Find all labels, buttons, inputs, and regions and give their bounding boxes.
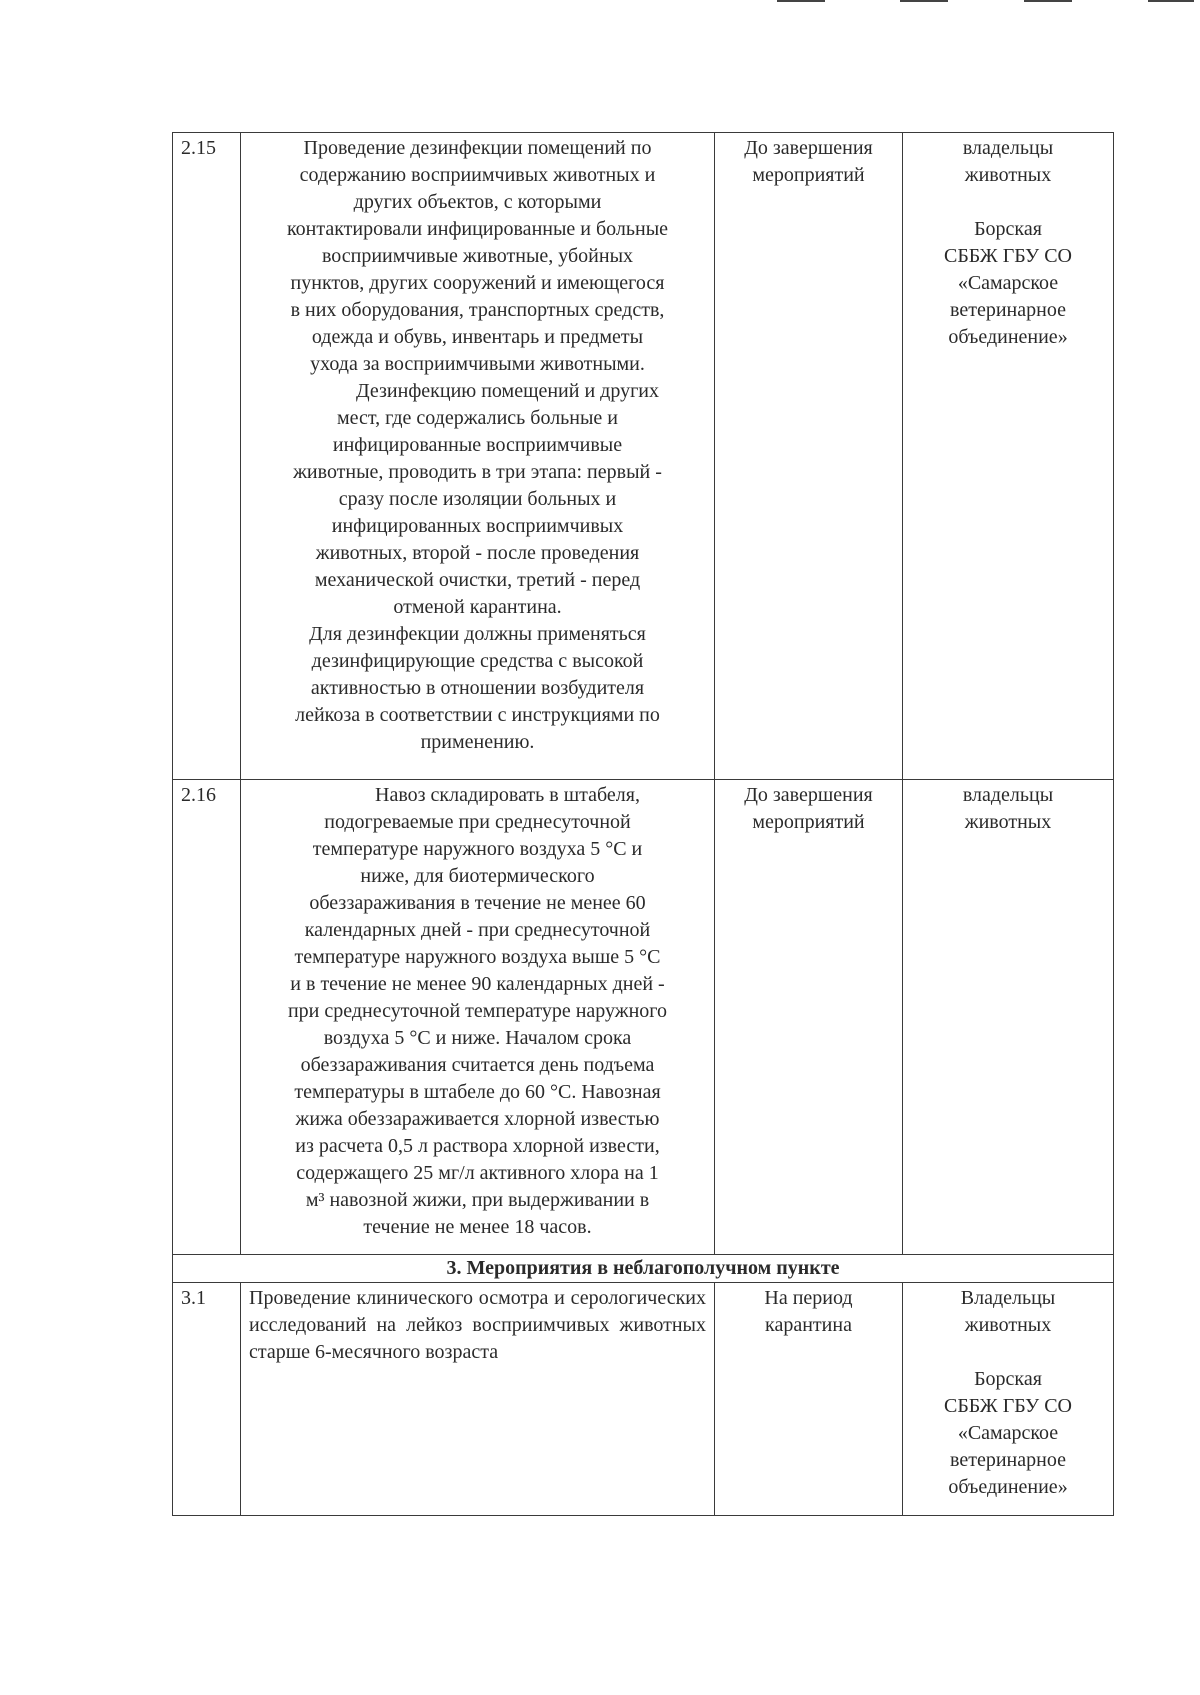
line: отменой карантина. — [393, 596, 562, 618]
responsible-line: «Самарское — [957, 272, 1059, 294]
line: подогреваемые при среднесуточной — [324, 811, 631, 833]
spacer — [911, 1339, 1105, 1366]
line: сразу после изоляции больных и — [338, 488, 617, 510]
row-number: 2.16 — [173, 780, 241, 1255]
row-description — [241, 780, 715, 1255]
row-term: На период карантина — [715, 1283, 903, 1516]
row-term: До завершения мероприятий — [715, 133, 903, 780]
top-edge-mark-4 — [1148, 0, 1194, 2]
responsible-line: Владельцы — [960, 1287, 1056, 1309]
row-number: 2.15 — [173, 133, 241, 780]
responsible-line: СББЖ ГБУ СО — [943, 245, 1073, 267]
line: пунктов, других сооружений и имеющегося — [290, 272, 665, 294]
line: механической очистки, третий - перед — [314, 569, 641, 591]
line: ухода за восприимчивыми животными. — [310, 353, 645, 375]
top-edge-mark-1 — [777, 0, 825, 2]
table-row — [173, 1283, 1114, 1516]
responsible-line: животных — [964, 811, 1052, 833]
line: активностью в отношении возбудителя — [310, 677, 645, 699]
top-edge-mark-2 — [900, 0, 948, 2]
responsible-line: животных — [964, 1314, 1052, 1336]
row-term: До завершения мероприятий — [715, 780, 903, 1255]
row-description — [241, 133, 715, 780]
row-responsible — [903, 1283, 1114, 1516]
line: температуры в штабеле до 60 °С. Навозная — [294, 1081, 661, 1103]
table-row — [173, 780, 1114, 1255]
table-row — [173, 133, 1114, 780]
line: Для дезинфекции должны применяться — [309, 623, 646, 645]
section-header-row — [173, 1255, 1114, 1283]
section-title: 3. Мероприятия в неблагополучном пункте — [173, 1255, 1114, 1283]
line: животных, второй - после проведения — [315, 542, 640, 564]
line: течение не менее 18 часов. — [363, 1216, 592, 1238]
line: обеззараживания считается день подъема — [300, 1054, 655, 1076]
line: контактировали инфицированные и больные — [286, 218, 669, 240]
line: инфицированные восприимчивые — [332, 434, 623, 456]
line: дезинфицирующие средства с высокой — [311, 650, 644, 672]
responsible-line: СББЖ ГБУ СО — [943, 1395, 1073, 1417]
line: содержащего 25 мг/л активного хлора на 1 — [296, 1162, 659, 1184]
row-number: 3.1 — [173, 1283, 241, 1516]
line: температуре наружного воздуха выше 5 °С — [294, 946, 661, 968]
line: м³ навозной жижи, при выдерживании в — [305, 1189, 650, 1211]
line: других объектов, с которыми — [353, 191, 602, 213]
spacer — [911, 189, 1105, 216]
responsible-line: объединение» — [948, 1476, 1068, 1498]
responsible-line: Борская — [974, 1368, 1042, 1390]
line: Дезинфекцию помещений и других — [356, 380, 659, 402]
line: жижа обеззараживается хлорной известью — [295, 1108, 660, 1130]
line: ниже, для биотермического — [360, 865, 595, 887]
line: инфицированных восприимчивых — [331, 515, 624, 537]
responsible-line: объединение» — [948, 326, 1068, 348]
line: из расчета 0,5 л раствора хлорной извести, — [295, 1135, 660, 1157]
responsible-line: ветеринарное — [950, 299, 1066, 321]
line: воздуха 5 °С и ниже. Началом срока — [323, 1027, 632, 1049]
responsible-line: «Самарское — [957, 1422, 1059, 1444]
row-responsible — [903, 780, 1114, 1255]
row-description: Проведение клинического осмотра и серологических исследований на лейкоз восприимчивых животных старше 6-месячного возраста — [241, 1283, 715, 1516]
line: восприимчивые животные, убойных — [321, 245, 634, 267]
line: лейкоза в соответствии с инструкциями по — [295, 704, 660, 726]
line: обеззараживания в течение не менее 60 — [309, 892, 646, 914]
line: и в течение не менее 90 календарных дней - — [290, 973, 665, 995]
row-responsible — [903, 133, 1114, 780]
line: температуре наружного воздуха 5 °С и — [312, 838, 643, 860]
line: содержанию восприимчивых животных и — [299, 164, 656, 186]
responsible-line: животных — [964, 164, 1052, 186]
responsible-line: Борская — [974, 218, 1042, 240]
line: одежда и обувь, инвентарь и предметы — [311, 326, 644, 348]
line: в них оборудования, транспортных средств, — [290, 299, 665, 321]
line: Навоз складировать в штабеля, — [375, 784, 640, 806]
measures-table — [172, 132, 1114, 1516]
line: календарных дней - при среднесуточной — [304, 919, 651, 941]
responsible-line: ветеринарное — [950, 1449, 1066, 1471]
top-edge-mark-3 — [1024, 0, 1072, 2]
responsible-line: владельцы — [962, 137, 1054, 159]
line: Проведение дезинфекции помещений по — [303, 137, 652, 159]
line: мест, где содержались больные и — [336, 407, 619, 429]
line: при среднесуточной температуре наружного — [287, 1000, 668, 1022]
line: животные, проводить в три этапа: первый - — [293, 461, 662, 483]
responsible-line: владельцы — [962, 784, 1054, 806]
line: применению. — [420, 731, 535, 753]
